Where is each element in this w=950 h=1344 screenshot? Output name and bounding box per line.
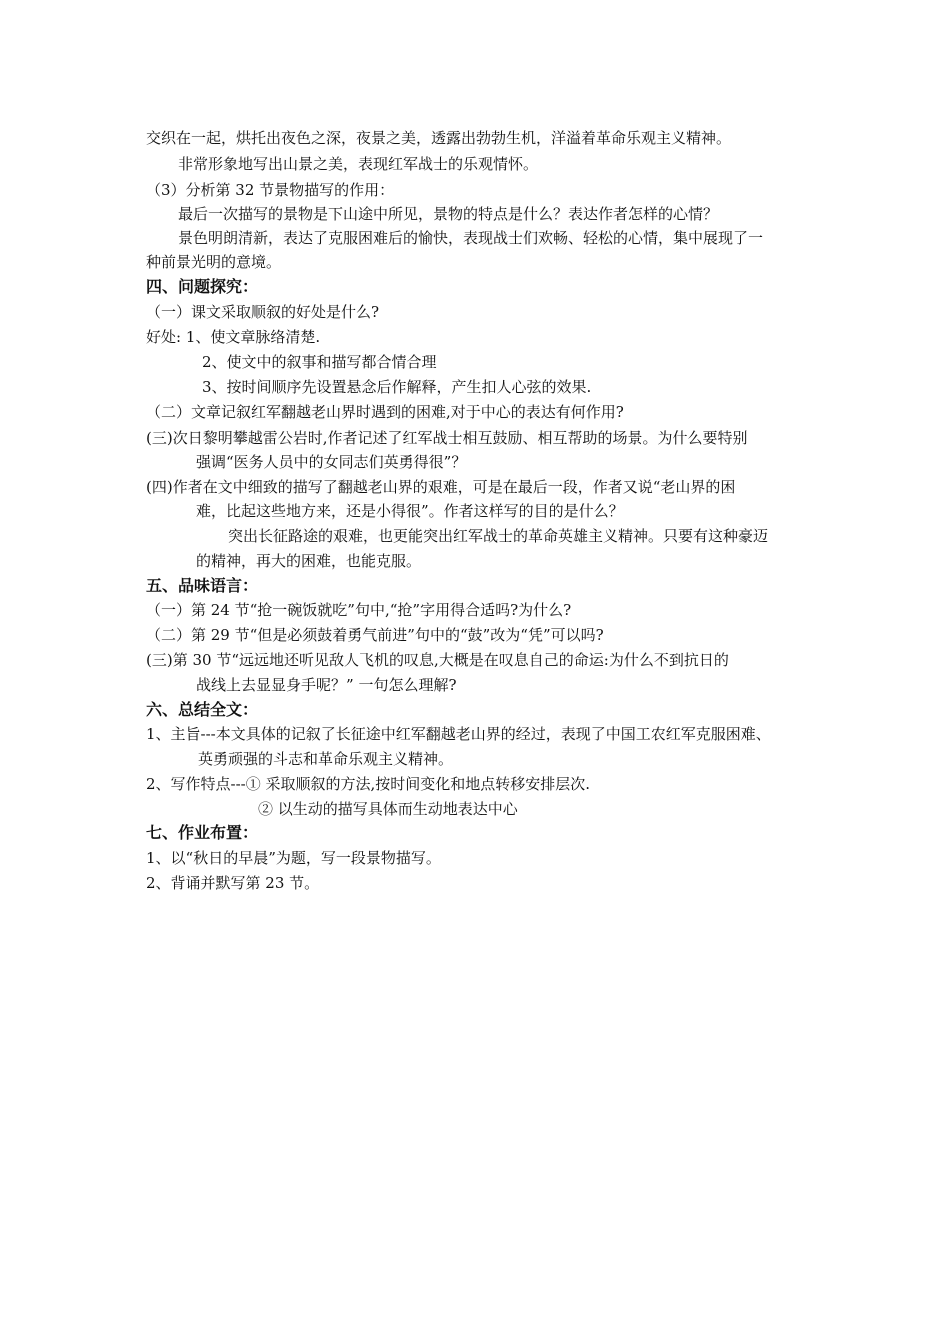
section-heading: 七、作业布置： xyxy=(146,823,259,842)
question-line: (四)作者在文中细致的描写了翻越老山界的艰难，可是在最后一段，作者又说“老山界的困 xyxy=(146,478,736,496)
summary-line: ② 以生动的描写具体而生动地表达中心 xyxy=(258,800,518,818)
question-line: (三)第 30 节“远远地还听见敌人飞机的叹息,大概是在叹息自己的命运:为什么不到抗日的 xyxy=(146,651,729,669)
question-line: (三)次日黎明攀越雷公岩时,作者记述了红军战士相互鼓励、相互帮助的场景。为什么要特别 xyxy=(146,429,748,447)
paragraph-line: 非常形象地写出山景之美，表现红军战士的乐观情怀。 xyxy=(178,155,539,173)
question-line: （一）第 24 节“抢一碗饭就吃”句中,“抢”字用得合适吗?为什么? xyxy=(146,601,572,619)
homework-line: 2、背诵并默写第 23 节。 xyxy=(146,874,320,892)
paragraph-line: 交织在一起，烘托出夜色之深，夜景之美，透露出勃勃生机，洋溢着革命乐观主义精神。 xyxy=(146,129,732,147)
question-line: （二）第 29 节“但是必须鼓着勇气前进”句中的“鼓”改为“凭”可以吗? xyxy=(146,626,604,644)
question-line: 难，比起这些地方来，还是小得很”。作者这样写的目的是什么？ xyxy=(196,502,624,520)
answer-line: 突出长征路途的艰难，也更能突出红军战士的革命英雄主义精神。只要有这种豪迈 xyxy=(228,527,769,545)
homework-line: 1、以“秋日的早晨”为题，写一段景物描写。 xyxy=(146,849,441,867)
summary-line: 英勇顽强的斗志和革命乐观主义精神。 xyxy=(198,750,454,768)
paragraph-line: 景色明朗清新，表达了克服困难后的愉快，表现战士们欢畅、轻松的心情，集中展现了一 xyxy=(178,229,764,247)
paragraph-line: （3）分析第 32 节景物描写的作用： xyxy=(146,181,395,199)
question-line: 强调“医务人员中的女同志们英勇得很”？ xyxy=(196,453,467,471)
summary-line: 2、写作特点---① 采取顺叙的方法,按时间变化和地点转移安排层次. xyxy=(146,775,591,793)
answer-line: 的精神，再大的困难，也能克服。 xyxy=(196,552,422,570)
answer-line: 好处: 1、使文章脉络清楚. xyxy=(146,328,321,346)
paragraph-line: 最后一次描写的景物是下山途中所见，景物的特点是什么？表达作者怎样的心情？ xyxy=(178,205,719,223)
paragraph-line: 种前景光明的意境。 xyxy=(146,253,282,271)
section-heading: 五、品味语言： xyxy=(146,576,259,595)
answer-line: 3、按时间顺序先设置悬念后作解释，产生扣人心弦的效果. xyxy=(202,378,592,396)
section-heading: 四、问题探究： xyxy=(146,277,259,296)
section-heading: 六、总结全文： xyxy=(146,700,259,719)
summary-line: 1、主旨---本文具体的记叙了长征途中红军翻越老山界的经过，表现了中国工农红军克服困难、 xyxy=(146,725,771,743)
answer-line: 2、使文中的叙事和描写都合情合理 xyxy=(202,353,437,371)
question-line: 战线上去显显身手呢？” 一句怎么理解? xyxy=(196,676,457,694)
question-line: （二）文章记叙红军翻越老山界时遇到的困难,对于中心的表达有何作用? xyxy=(146,403,624,421)
question-line: （一）课文采取顺叙的好处是什么? xyxy=(146,303,380,321)
